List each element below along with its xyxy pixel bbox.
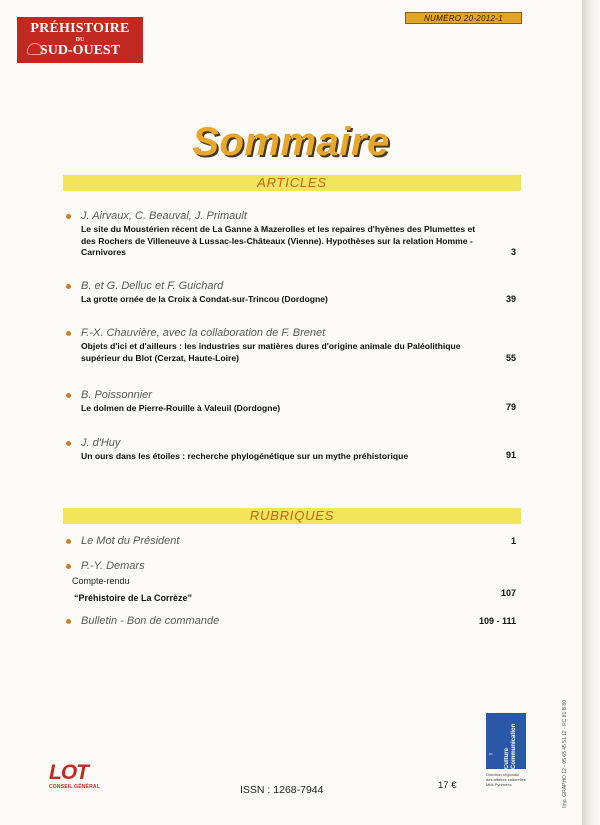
article-title: Le dolmen de Pierre-Rouille à Valeuil (Dordogne) — [81, 403, 281, 413]
article-entry[interactable] — [66, 389, 516, 415]
article-authors: J. Airvaux, C. Beauval, J. Primault — [81, 210, 247, 222]
logo-line-2: DU — [75, 37, 85, 43]
bullet-icon — [66, 393, 71, 398]
article-title: Un ours dans les étoiles : recherche phylogénétique sur un mythe préhistorique — [81, 451, 409, 461]
rubrique-entry[interactable] — [66, 535, 516, 548]
bullet-icon — [66, 214, 71, 219]
article-title: Objets d'ici et d'ailleurs : les industries sur matières dures d'origine animale du Paléolithique supérieur du Blot (Cerzat, Haute-Loire) — [81, 341, 461, 363]
bullet-icon — [66, 619, 71, 624]
logo-line-3: SUD-OUEST — [39, 43, 121, 58]
article-page: 3 — [510, 247, 516, 257]
article-page: 39 — [505, 294, 516, 304]
journal-logo — [17, 17, 143, 63]
rubrique-page: 1 — [510, 536, 516, 546]
ministry-label: Culture Communication — [504, 723, 517, 769]
bullet-icon — [66, 284, 71, 289]
ministry-culture-logo — [486, 713, 526, 769]
article-title: La grotte ornée de la Croix à Condat-sur-Trincou (Dordogne) — [81, 294, 328, 304]
article-entry[interactable] — [66, 327, 516, 364]
rubrique-title: “Préhistoire de La Corrèze” — [74, 593, 193, 603]
rubriques-heading: RUBRIQUES — [63, 508, 521, 524]
drac-text: Direction régionale des affaires culturelles Midi-Pyrénées — [486, 772, 526, 787]
bison-icon — [27, 43, 43, 55]
rubrique-sublabel: Compte-rendu — [72, 576, 130, 586]
printer-credit: Imp. GRAPHO 12 - 05 65 45 51 12 - RC 81 B 80 — [562, 700, 568, 808]
articles-heading: ARTICLES — [63, 175, 521, 191]
bullet-icon — [66, 564, 71, 569]
article-entry[interactable] — [66, 210, 516, 259]
page-edge — [582, 0, 600, 825]
article-page: 79 — [505, 402, 516, 412]
article-authors: F.-X. Chauvière, avec la collaboration de F. Brenet — [81, 327, 326, 339]
article-authors: B. et G. Delluc et F. Guichard — [81, 280, 224, 292]
lot-logo-subtext: CONSEIL GÉNÉRAL — [49, 784, 100, 790]
article-authors: J. d'Huy — [81, 437, 121, 449]
lot-logo — [49, 762, 109, 796]
article-entry[interactable] — [66, 280, 516, 306]
rubrique-entry[interactable] — [66, 615, 516, 628]
rubrique-label: Le Mot du Président — [81, 535, 180, 547]
bullet-icon — [66, 441, 71, 446]
article-page: 55 — [505, 353, 516, 363]
lot-logo-text: LOT — [49, 761, 88, 784]
issn: ISSN : 1268-7944 — [240, 784, 324, 796]
article-title: Le site du Moustérien récent de La Ganne à Mazerolles et les repaires d'hyènes des Plumettes et des Rochers de Villeneuve à Lussac-les-Châteaux (Vienne). Hypothèses sur la relation Homme - Carnivores — [81, 224, 476, 257]
rubrique-entry[interactable] — [66, 560, 516, 605]
rubrique-label: Bulletin - Bon de commande — [81, 615, 220, 627]
article-page: 91 — [505, 450, 516, 460]
bullet-icon — [66, 331, 71, 336]
page-title: Sommaire — [192, 120, 390, 164]
article-entry[interactable] — [66, 437, 516, 463]
rubrique-page: 107 — [500, 588, 516, 598]
issue-number-badge: NUMÉRO 20-2012-1 — [405, 12, 522, 24]
bullet-icon — [66, 539, 71, 544]
rubrique-authors: P.-Y. Demars — [81, 560, 145, 572]
ministry-small-text: RF — [489, 752, 493, 756]
rubrique-page: 109 - 111 — [478, 616, 516, 626]
article-authors: B. Poissonnier — [81, 389, 152, 401]
logo-line-1: PRÉHISTOIRE — [30, 21, 130, 36]
price: 17 € — [438, 780, 457, 791]
